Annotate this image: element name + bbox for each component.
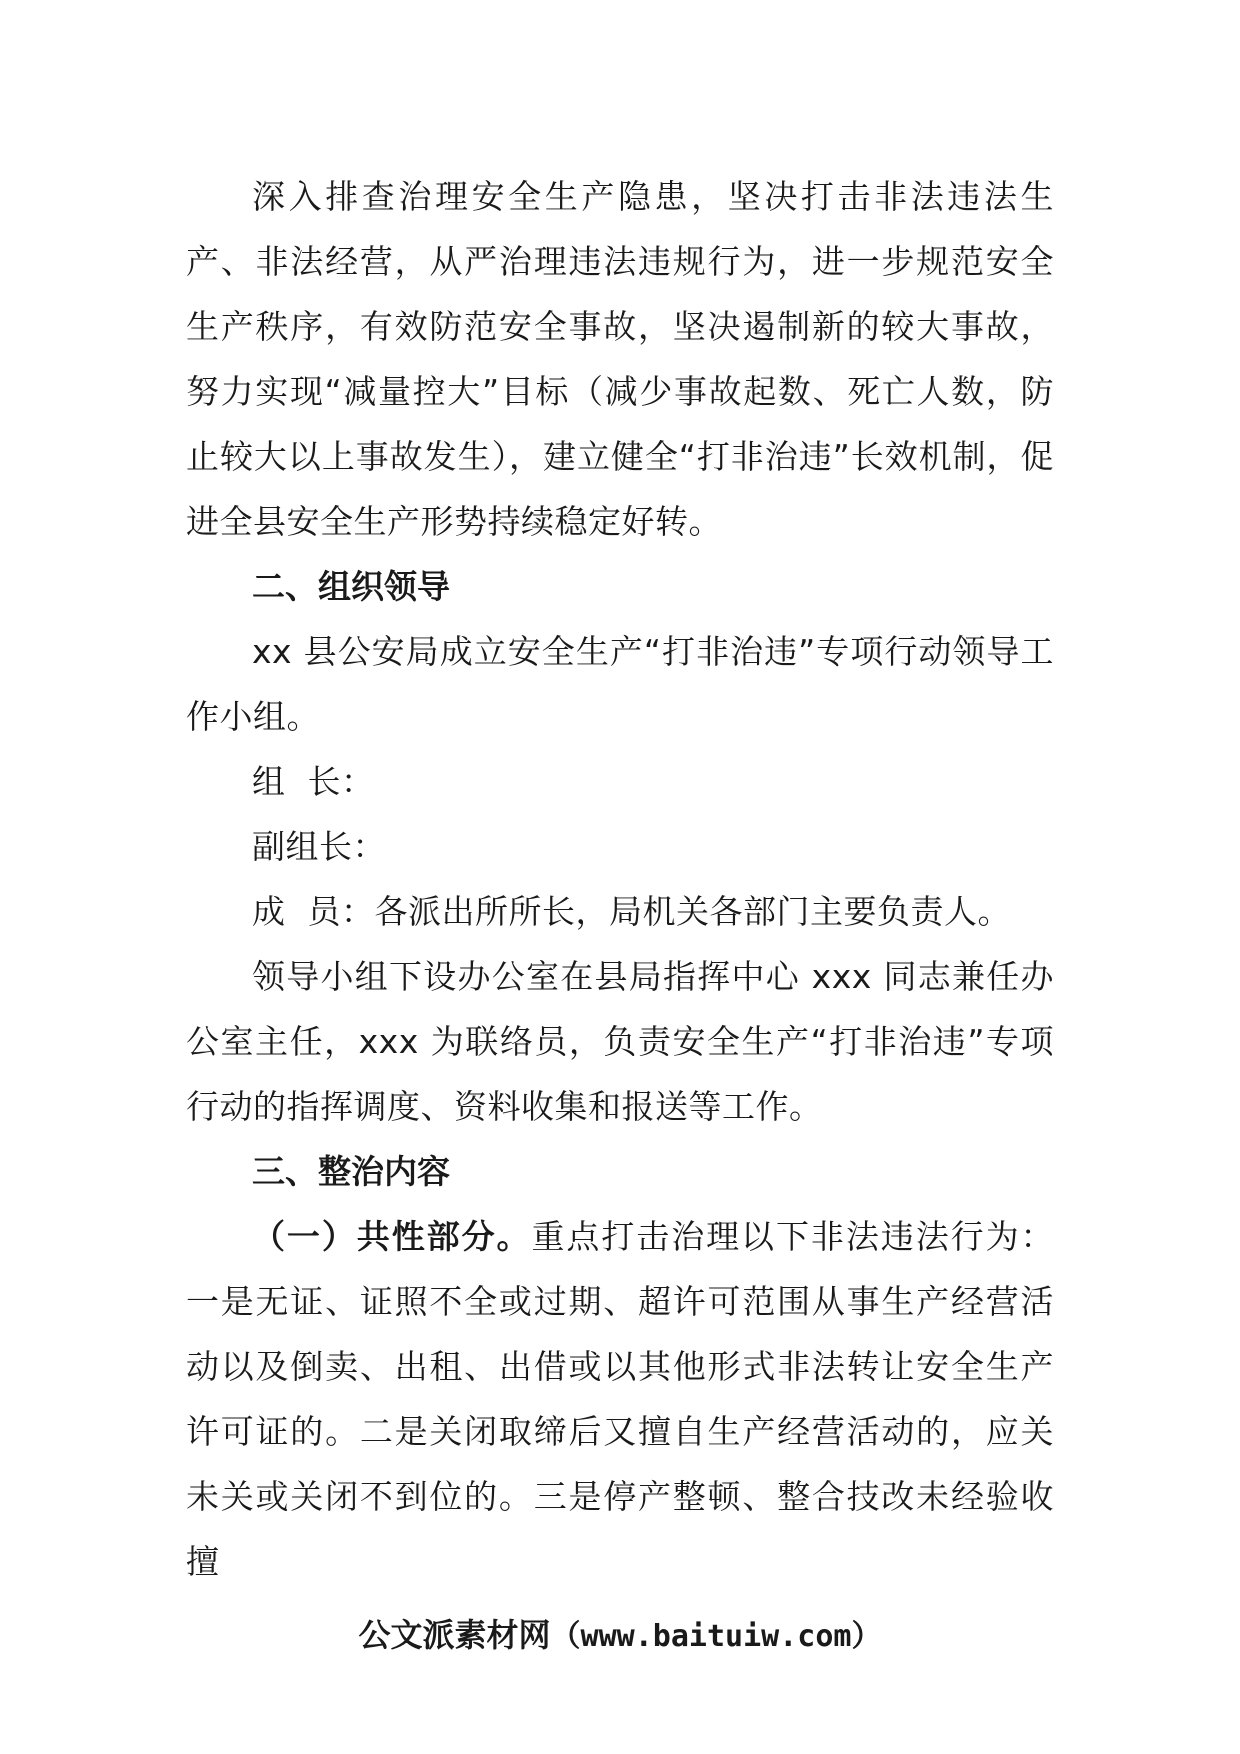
leader-line: 组 长： <box>252 762 375 801</box>
paragraph-common <box>186 1204 1054 1594</box>
page-footer <box>0 1610 1240 1662</box>
heading-organization: 二、组织领导 <box>252 567 450 606</box>
document-body <box>186 164 1054 1594</box>
deputy-leader-line: 副组长： <box>252 827 386 866</box>
paragraph-common-lead: （一）共性部分。 <box>252 1217 532 1256</box>
heading-content: 三、整治内容 <box>252 1152 450 1191</box>
paragraph-common-body: 重点打击治理以下非法违法行为：一是无证、证照不全或过期、超许可范围从事生产经营活动以及倒卖、出租、出借或以其他形式非法转让安全生产许可证的。二是关闭取缔后又擅自生产经营活动的，应关未关或关闭不到位的。三是停产整顿、整合技改未经验收擅 <box>186 1217 1055 1581</box>
footer-site-name: 公文派素材网 <box>358 1616 551 1654</box>
members-line: 成 员：各派出所所长，局机关各部门主要负责人。 <box>252 892 1011 931</box>
paragraph-office: 领导小组下设办公室在县局指挥中心 xxx 同志兼任办公室主任，xxx 为联络员，负责安全生产“打非治违”专项行动的指挥调度、资料收集和报送等工作。 <box>186 957 1054 1126</box>
paragraph-group: xx 县公安局成立安全生产“打非治违”专项行动领导工作小组。 <box>186 632 1054 736</box>
footer-site-url: （www.baituiw.com） <box>550 1619 882 1654</box>
paragraph-intro: 深入排查治理安全生产隐患，坚决打击非法违法生产、非法经营，从严治理违法违规行为，进一步规范安全生产秩序，有效防范安全事故，坚决遏制新的较大事故，努力实现“减量控大”目标（减少事故起数、死亡人数，防止较大以上事故发生），建立健全“打非治违”长效机制，促进全县安全生产形势持续稳定好转。 <box>186 177 1054 541</box>
